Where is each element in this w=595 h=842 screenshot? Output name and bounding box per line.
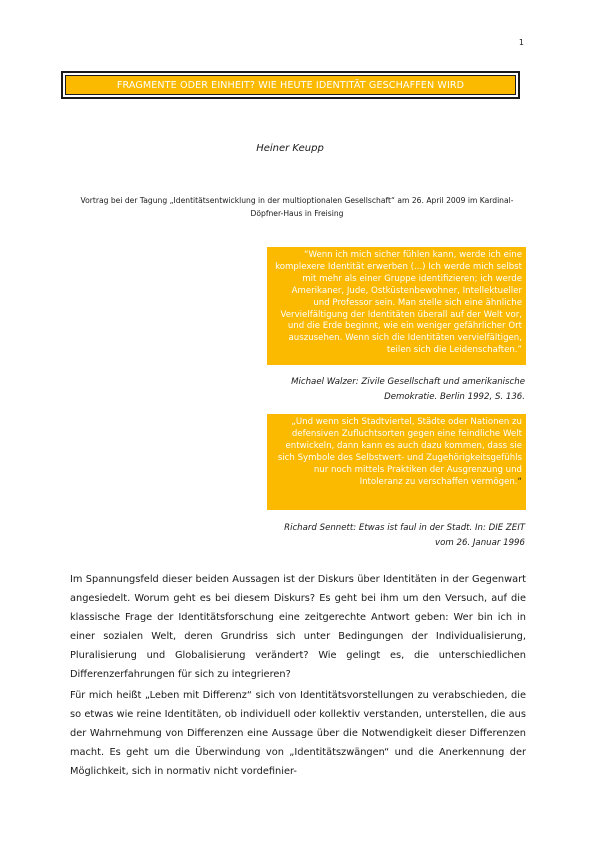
quote-source-walzer: Michael Walzer: Zivile Gesellschaft und amerikanische Demokratie. Berlin 1992, S. 136. xyxy=(291,377,525,402)
title-box xyxy=(61,71,520,99)
document-title: FRAGMENTE ODER EINHEIT? WIE HEUTE IDENTITÄT GESCHAFFEN WIRD xyxy=(65,75,516,95)
quote-source-sennett: Richard Sennett: Etwas ist faul in der Stadt. In: DIE ZEIT vom 26. Januar 1996 xyxy=(284,523,525,548)
quote-box-walzer xyxy=(267,247,526,365)
author-name: Heiner Keupp xyxy=(256,143,324,154)
quote-text: “Wenn ich mich sicher fühlen kann, werde ich eine komplexere Identität erwerben (...) Ich werde mich selbst mit mehr als einer Gruppe identifizieren; ich werde Amerikaner, Jude, Ostküstenbewohner, Intellektueller und Professor sein. Man stelle sich eine ähnliche Vervielfältigung der Identitäten überall auf der Welt vor, und die Erde beginnt, wie ein weniger gefährlicher Ort auszusehen. Wenn sich die Identitäten vervielfältigen, teilen sich die Leidenschaften.” xyxy=(275,250,522,356)
page-number: 1 xyxy=(518,38,524,47)
body-paragraph: Für mich heißt „Leben mit Differenz“ sich von Identitätsvorstellungen zu verabschieden, die so etwas wie reine Identitäten, ob individuell oder kollektiv verstanden, unterstellen, die aus der Wahrnehmung von Differenzen eine Aussage über die Notwendigkeit dieser Differenzen macht. Es geht um die Überwindung von „Identitätszwängen“ und die Anerkennung der Möglichkeit, sich in normativ nicht vordefinier- xyxy=(70,690,526,777)
body-paragraph: Im Spannungsfeld dieser beiden Aussagen ist der Diskurs über Identitäten in der Gegenwart angesiedelt. Worum geht es bei diesem Diskurs? Es geht bei ihm um den Versuch, auf die klassische Frage der Identitätsforschung eine zeitgerechte Antwort geben: Wer bin ich in einer sozialen Welt, deren Grundriss sich unter Bedingungen der Individualisierung, Pluralisierung und Globalisierung verändert? Wie gelingt es, die unterschiedlichen Differenzerfahrungen für sich zu integrieren? xyxy=(70,574,526,680)
quote-box-sennett xyxy=(267,414,526,510)
quote-end-mark: “ xyxy=(517,476,522,487)
quote-text: „Und wenn sich Stadtviertel, Städte oder Nationen zu defensiven Zufluchtsorten gegen eine feindliche Welt entwickeln, dann kann es auch dazu kommen, dass sie sich Symbole des Selbstwert- und Zugehörigkeitsgefühls nur noch mittels Praktiken der Ausgrenzung und Intoleranz zu verschaffen vermögen. xyxy=(277,417,522,487)
talk-info: Vortrag bei der Tagung „Identitätsentwicklung in der multioptionalen Gesellschaft“ am 26. April 2009 im Kardinal-Döpfner-Haus in Freising xyxy=(80,196,514,218)
